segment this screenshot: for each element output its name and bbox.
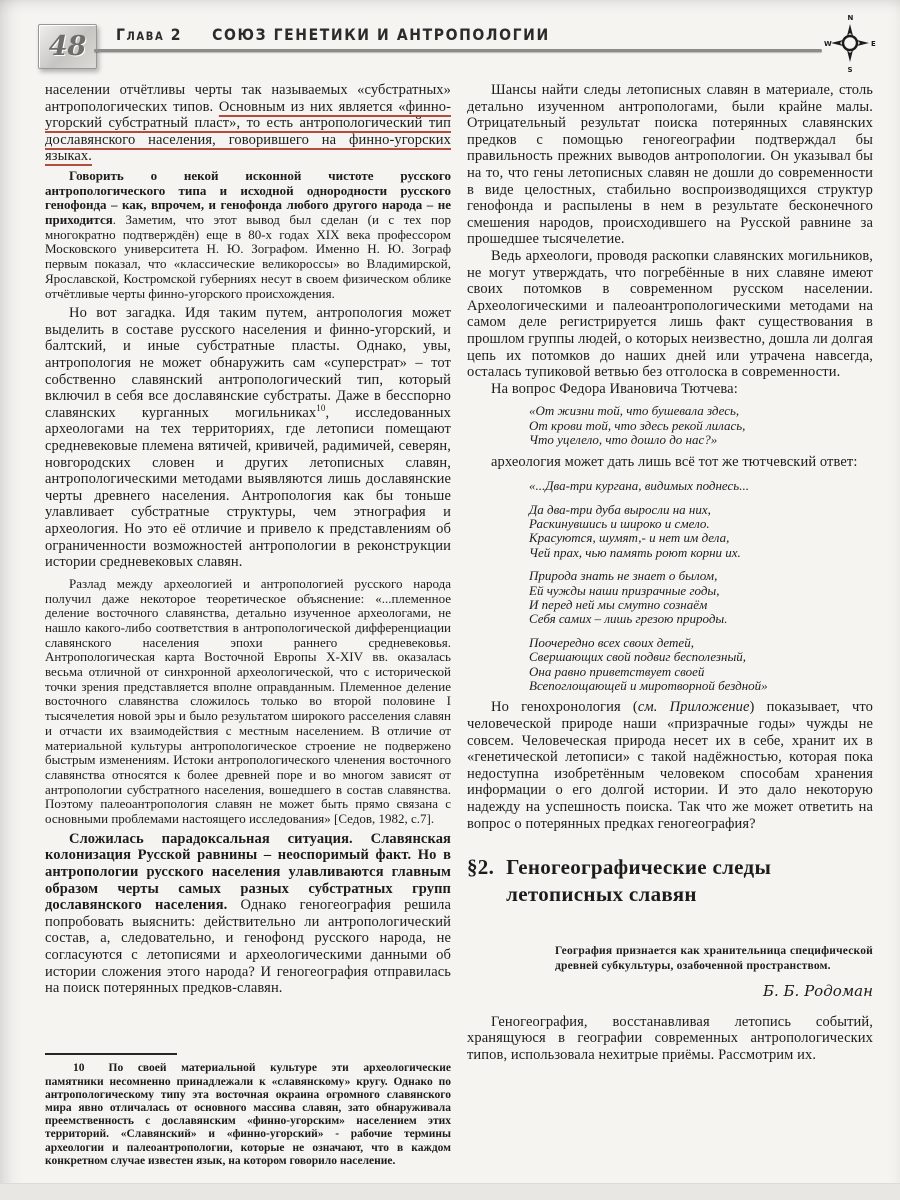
chapter-title: СОЮЗ ГЕНЕТИКИ И АНТРОПОЛОГИИ xyxy=(212,26,550,45)
two-column-text xyxy=(45,82,873,1168)
svg-text:W: W xyxy=(824,40,832,48)
paragraph-genochronology: Но генохронология (см. Приложение) показывает, что человеческой природе наши «призрачные годы» чужды не совсем. Человеческая природа несет их в себе, хранит их в «генетической летописи» с такой надёжностью, которая пока недоступна изобретённым человеком способам хранения информации о его долгой истории. И это дало некоторую надежду на успешность поиска. Так что же может ответить на вопрос о потерянных предках геногеография? xyxy=(467,699,873,832)
verse-line: «От жизни той, что бушевала здесь, xyxy=(529,403,740,419)
verse-line: Раскинувшись и широко и смело. xyxy=(529,515,710,531)
footnote-block xyxy=(45,1043,451,1168)
page-header xyxy=(38,14,876,74)
verse-line: Чей прах, чью память роют корни их. xyxy=(529,544,741,560)
verse-line: Она равно приветствует своей xyxy=(529,663,705,679)
header-rule xyxy=(94,49,822,52)
svg-text:S: S xyxy=(847,66,853,74)
verse-line: Что уцелело, что дошло до нас?» xyxy=(529,432,718,448)
see-appendix-reference: см. Приложение xyxy=(637,699,750,716)
verse-line: Ей чужды наши призрачные годы, xyxy=(529,582,720,598)
paragraph-paradox: Сложилась парадоксальная ситуация. Славянская колонизация Русской равнины – неоспоримый факт. Но в антропологии русского населения улавливаются главным образом черты самых разных субстратных групп дославянского населения. Однако геногеография решила попробовать выяснить: действительно ли антропологический состав, а, следовательно, и генофонд русского народа, не согласуются с летописями и археологическими данными об истории сложения этого народа? И геногеография отправилась на поиск потерянных предков-славян. xyxy=(45,830,451,997)
verse-line: Всепоглощающей и миротворной бездной» xyxy=(529,677,768,693)
paragraph-tyutchev-answer: археология может дать лишь всё тот же тютчевский ответ: xyxy=(491,453,858,470)
verse-stanza-1 xyxy=(529,404,873,447)
verse-line: Себя самих – лишь грезою природы. xyxy=(529,611,728,627)
verse-line: И перед ней мы смутно сознаём xyxy=(529,596,708,612)
footnote-10: 10 По своей материальной культуре эти археологические памятники несомненно принадлежали к «славянскому» кругу. Однако по антропологическому типу эта восточная окраина огромного славянского мира явно отличалась от основного массива славян, зато обнаруживала преемственность с дославянским «финно-угорским» населением этих территорий. «Славянский» и «финно-угорский» - рабочие термины археологии и палеоантропологии, которые не означают, что в каждом конкретном случае известен язык, на котором говорило население. xyxy=(45,1062,451,1167)
verse-line: Красуются, шумят,- и нет им дела, xyxy=(529,530,730,546)
page-bottom-edge xyxy=(0,1183,900,1200)
chapter-label: Глава 2 xyxy=(116,26,183,45)
paragraph-zograf: Говорить о некой исконной чистоте русского антропологического типа и исходной однородности русского генофонда – как, впрочем, и генофонда любого другого народа – не приходится. Заметим, что этот вывод был сделан (и с тех пор многократно подтверждён) еще в 80-х годах XIX века профессором Московского университета Н. Ю. Зографом. Именно Н. Ю. Зограф первым показал, что «классические великороссы» во Владимирской, Ярославской, Костромской губерниях несут в своем физическом облике отчётливые черты финно-угорского происхождения. xyxy=(45,167,451,301)
page-number-box xyxy=(38,24,97,69)
section-number: §2. xyxy=(467,855,495,880)
verse-stanza-3 xyxy=(529,503,873,561)
page-number: 48 xyxy=(48,31,87,62)
paragraph-tyutchev-question: На вопрос Федора Ивановича Тютчева: xyxy=(491,380,738,397)
verse-line: Поочередно всех своих детей, xyxy=(529,634,694,650)
verse-line: От крови той, что здесь рекой лилась, xyxy=(529,417,746,433)
verse-line: «...Два-три кургана, видимых поднесь... xyxy=(529,478,749,494)
verse-stanza-5 xyxy=(529,636,873,694)
compass-rose-icon xyxy=(824,12,876,74)
footnote-separator xyxy=(45,1053,177,1055)
paragraph-sedov-quote: Разлад между археологией и антропологией русского народа получил даже некоторое теоретическое объяснение: «...племенное деление восточного славянства, детально изученное археологами, не нашло какого-либо соответствия в антропологической дифференциации славянского населения эпохи раннего средневековья. Антропологическая карта Восточной Европы X-XIV вв. оказалась весьма отличной от синхронной археологической, что с исторической точки зрения представляется вполне оправданным. Племенное деление восточного славянства сложилось только во второй половине I тысячелетия новой эры и было результатом широкого расселения славян и отчасти их взаимодействия с местным населением. В отличие от материальной культуры антропологическое строение не подвержено быстрым изменениям. Истоки антропологического членения восточного славянства относятся к более древней поре и во многом зависят от антропологии субстратного населения, вошедшего в состав славянства. Поэтому палеоантропология славян не может быть прямо связана с основными проблемами настоящего исследования» [Седов, 1982, с.7]. xyxy=(45,575,451,827)
running-head xyxy=(116,26,550,44)
paragraph-riddle: Но вот загадка. Идя таким путем, антропология может выделить в составе русского населения и финно-угорский, и балтский, и иные субстратные пласты. Однако, увы, антропология не может обнаружить сам «суперстрат» – тот собственно славянский антропологический тип, который включил в себя все дославянские субстраты. Даже в бесспорно славянских курганных могильниках$^{10}$, исследованных археологами на тех территориях, где летописи помещают средневековые племена вятичей, кривичей, радимичей, северян, новгородских словен и других летописных славян, антропологическими методами выявляются лишь дославянские черты древнего населения. Антропология как бы тоньше улавливает субстратные структуры, чем этнография и археология. Но это её отличие и привело к представлениям об ограниченности возможностей антропологии в реконструкции истории средневековых славян. xyxy=(45,305,451,571)
right-column xyxy=(467,82,873,1168)
footnote-number: 10 xyxy=(73,1062,85,1075)
paragraph-genogeography-methods: Геногеография, восстанавливая летопись событий, хранящуюся в географии современных антропологических типов, использовала нехитрые приёмы. Рассмотрим их. xyxy=(467,1013,873,1063)
epigraph: География признается как хранительница специфической древней субкультуры, озабоченной пространством. xyxy=(555,944,873,973)
section-heading xyxy=(467,854,873,908)
verse-line: Да два-три дуба выросли на них, xyxy=(529,501,711,517)
verse-stanza-4 xyxy=(529,569,873,627)
paragraph-archaeologists: Ведь археологи, проводя раскопки славянских могильников, не могут утверждать, что погребённые в них славяне имеют своих потомков в современном русском населении. Археологическими и палеоантропологическими методами на самом деле регистрируется лишь факт существования в прошлом группы людей, о которых неизвестно, дошла ли долгая цепь их потомков до наших дней или утрачена навсегда, осталась тупиковой ветвью без отголоска в современности. xyxy=(467,247,873,381)
svg-text:E: E xyxy=(871,40,876,48)
verse-line: Свершающих свой подвиг бесполезный, xyxy=(529,649,747,665)
footnote-reference: 10 xyxy=(316,403,326,414)
paragraph-chances: Шансы найти следы летописных славян в материале, столь детально изученном антропологами, были крайне малы. Отрицательный результат поиска потерянных славянских предков с помощью геногеографии подтверждал бы правильность прежних выводов антропологии. Он указывал бы на то, что гены летописных славян не дошли до современности в виде целостных, стабильно воспроизводящихся структур генофонда и распылены в нем в результате бесконечного смешения народов, происходившего на Русской равнине за прошедшее тысячелетие. xyxy=(467,82,873,248)
verse-line: Природа знать не знает о былом, xyxy=(529,568,718,584)
epigraph-author: Б. Б. Родоман xyxy=(762,981,873,1000)
red-underlined-passage: Основным из них является «финно-угорский субстратный пласт», то есть антропологический тип дославянского населения, говорившего на финно-угорских языках. xyxy=(45,98,451,165)
paragraph-substrate-types: населении отчётливы черты так называемых «субстратных» антропологических типов. Основным из них является «финно-угорский субстратный пласт», то есть антропологический тип дославянского населения, говорившего на финно-угорских языках. xyxy=(45,82,451,165)
verse-stanza-2 xyxy=(529,479,873,493)
left-column xyxy=(45,82,451,1168)
svg-text:N: N xyxy=(847,14,854,22)
section-title: Геногеографические следы летописных славян xyxy=(506,855,772,907)
